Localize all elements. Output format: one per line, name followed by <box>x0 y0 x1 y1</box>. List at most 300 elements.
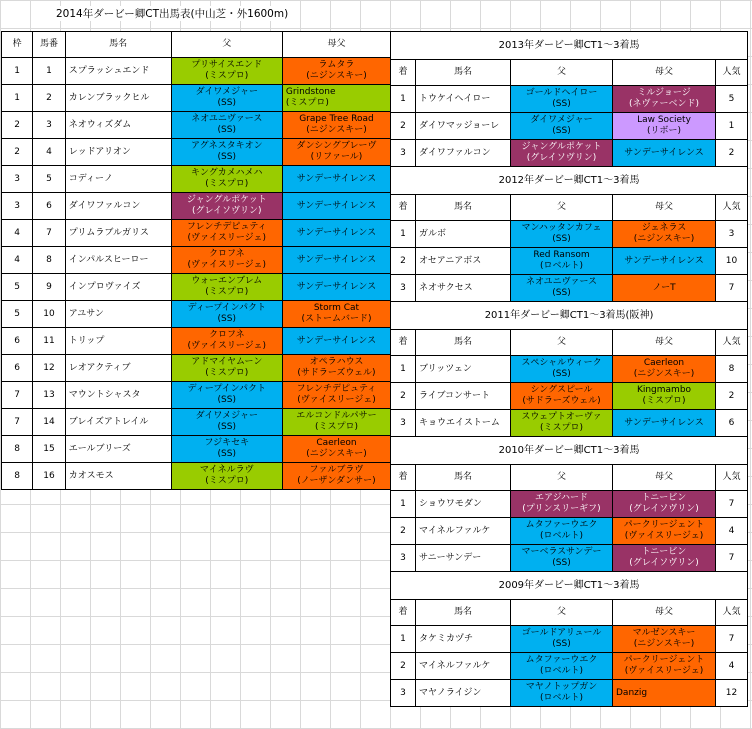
sire-cell <box>511 653 613 680</box>
sire-cell-line: マーベラスサンデー <box>521 547 602 557</box>
header-number: 馬番 <box>33 32 65 58</box>
horse-number-cell: 11 <box>33 328 65 355</box>
broodmare-sire-cell-line: Grape Tree Road <box>299 114 374 124</box>
broodmare-sire-cell <box>613 680 716 707</box>
horse-name-cell: コディーノ <box>65 166 171 193</box>
broodmare-sire-cell-line: サンデーサイレンス <box>296 281 377 292</box>
position-cell: 2 <box>391 383 416 410</box>
broodmare-sire-cell <box>282 355 390 382</box>
broodmare-sire-cell-line: (ニジンスキー) <box>306 449 367 459</box>
horse-number-cell: 1 <box>33 58 65 85</box>
horse-name-cell: ネオサクセス <box>416 275 511 302</box>
sire-cell-line: エアジハード <box>534 493 588 503</box>
popularity-cell: 7 <box>716 626 748 653</box>
position-cell: 1 <box>391 491 416 518</box>
sire-cell-line: (ミスプロ) <box>205 179 249 189</box>
table-row <box>2 85 391 112</box>
popularity-cell: 5 <box>716 86 748 113</box>
group-header-row <box>391 600 748 626</box>
horse-number-cell: 4 <box>33 139 65 166</box>
broodmare-sire-cell <box>282 220 390 247</box>
horse-name-cell: ブリッツェン <box>416 356 511 383</box>
sire-cell-line: (SS) <box>552 369 571 379</box>
broodmare-sire-cell-line: フレンチデピュティ <box>296 384 377 394</box>
broodmare-sire-cell <box>282 463 390 490</box>
broodmare-sire-cell <box>282 58 390 85</box>
waku-cell: 8 <box>2 463 33 490</box>
popularity-cell: 7 <box>716 275 748 302</box>
broodmare-sire-cell-line: サンデーサイレンス <box>624 255 704 266</box>
sire-cell-line: ネオユニヴァース <box>191 114 263 124</box>
waku-cell: 2 <box>2 139 33 166</box>
group-title: 2013年ダービー卿CT1～3着馬 <box>391 32 748 60</box>
sire-cell-line: ディープインパクト <box>187 384 266 394</box>
sire-cell <box>171 274 282 301</box>
header-broodmare-sire: 母父 <box>613 195 716 221</box>
sire-cell-line: ゴールドアリュール <box>521 628 602 638</box>
horse-name-cell: カレンブラックヒル <box>65 85 171 112</box>
table-row <box>2 112 391 139</box>
header-broodmare-sire: 母父 <box>613 465 716 491</box>
header-horse-name: 馬名 <box>416 600 511 626</box>
table-row <box>2 274 391 301</box>
header-popularity: 人気 <box>716 195 748 221</box>
broodmare-sire-cell <box>282 85 390 112</box>
table-row <box>2 355 391 382</box>
group-title-row <box>391 167 748 195</box>
broodmare-sire-cell-line: ラムタラ <box>318 60 355 70</box>
position-cell: 1 <box>391 356 416 383</box>
header-sire: 父 <box>511 330 613 356</box>
broodmare-sire-cell <box>282 247 390 274</box>
header-broodmare-sire: 母父 <box>613 330 716 356</box>
broodmare-sire-cell-line: サンデーサイレンス <box>296 173 377 184</box>
group-title: 2010年ダービー卿CT1～3着馬 <box>391 437 748 465</box>
header-horse-name: 馬名 <box>416 195 511 221</box>
broodmare-sire-cell-line: パークリージェント <box>623 520 705 530</box>
table-row <box>2 301 391 328</box>
sire-cell <box>511 518 613 545</box>
horse-name-cell: ブレイズアトレイル <box>65 409 171 436</box>
sire-cell-line: ゴールドヘイロー <box>525 88 598 98</box>
popularity-cell: 6 <box>716 410 748 437</box>
group-header-row <box>391 195 748 221</box>
horse-name-cell: タケミカヅチ <box>416 626 511 653</box>
sire-cell-line: スウェプトオーヴァ <box>521 412 602 422</box>
past-results-table <box>390 31 748 707</box>
sire-cell-line: (ミスプロ) <box>539 423 584 433</box>
position-cell: 3 <box>391 275 416 302</box>
broodmare-sire-cell-line: (ニジンスキー) <box>306 71 367 81</box>
horse-number-cell: 14 <box>33 409 65 436</box>
broodmare-sire-cell-line: ジェネラス <box>641 223 687 233</box>
sire-cell-line: (SS) <box>217 125 236 135</box>
table-row <box>2 166 391 193</box>
broodmare-sire-cell-line: (ヴァイスリージェ) <box>297 395 376 405</box>
header-sire: 父 <box>511 600 613 626</box>
table-row <box>391 248 748 275</box>
header-position: 着 <box>391 195 416 221</box>
waku-cell: 8 <box>2 436 33 463</box>
waku-cell: 3 <box>2 166 33 193</box>
horse-name-cell: ダイワファルコン <box>65 193 171 220</box>
sire-cell <box>511 275 613 302</box>
header-position: 着 <box>391 330 416 356</box>
broodmare-sire-cell <box>282 139 390 166</box>
horse-name-cell: キョウエイストーム <box>416 410 511 437</box>
horse-number-cell: 6 <box>33 193 65 220</box>
broodmare-sire-cell-line: サンデーサイレンス <box>296 200 377 211</box>
broodmare-sire-cell-line: トニービン <box>641 493 687 503</box>
waku-cell: 1 <box>2 58 33 85</box>
position-cell: 1 <box>391 626 416 653</box>
waku-cell: 5 <box>2 301 33 328</box>
broodmare-sire-cell-line: (ミスプロ) <box>285 98 329 108</box>
horse-name-cell: ライブコンサート <box>416 383 511 410</box>
race-card-header-row <box>2 32 391 58</box>
horse-number-cell: 7 <box>33 220 65 247</box>
waku-cell: 6 <box>2 328 33 355</box>
broodmare-sire-cell-line: Caerleon <box>316 438 357 448</box>
broodmare-sire-cell-line: Grindstone <box>285 87 336 97</box>
sire-cell <box>171 85 282 112</box>
position-cell: 3 <box>391 140 416 167</box>
sire-cell-line: (ヴァイスリージェ) <box>187 233 267 243</box>
position-cell: 3 <box>391 410 416 437</box>
broodmare-sire-cell <box>613 653 716 680</box>
sire-cell-line: (SS) <box>552 234 571 244</box>
broodmare-sire-cell-line: サンデーサイレンス <box>624 417 704 428</box>
broodmare-sire-cell <box>282 409 390 436</box>
broodmare-sire-cell-line: ノーT <box>652 282 676 293</box>
sire-cell-line: (SS) <box>552 126 571 136</box>
race-card-table <box>1 31 391 490</box>
header-popularity: 人気 <box>716 600 748 626</box>
table-row <box>391 221 748 248</box>
broodmare-sire-cell-line: Danzig <box>616 687 648 698</box>
header-popularity: 人気 <box>716 330 748 356</box>
horse-number-cell: 3 <box>33 112 65 139</box>
horse-name-cell: ネオウィズダム <box>65 112 171 139</box>
broodmare-sire-cell-line: (ニジンスキー) <box>633 234 695 244</box>
sire-cell <box>511 86 613 113</box>
sire-cell-line: アドマイヤムーン <box>191 357 263 367</box>
position-cell: 2 <box>391 248 416 275</box>
table-row <box>391 275 748 302</box>
waku-cell: 5 <box>2 274 33 301</box>
table-row <box>391 410 748 437</box>
group-header-row <box>391 60 748 86</box>
group-title: 2011年ダービー卿CT1～3着馬(阪神) <box>391 302 748 330</box>
position-cell: 2 <box>391 113 416 140</box>
popularity-cell: 3 <box>716 221 748 248</box>
table-row <box>2 382 391 409</box>
broodmare-sire-cell-line: サンデーサイレンス <box>296 254 377 265</box>
header-horse-name: 馬名 <box>416 60 511 86</box>
table-row <box>391 383 748 410</box>
broodmare-sire-cell <box>282 301 390 328</box>
broodmare-sire-cell-line: サンデーサイレンス <box>296 227 377 238</box>
broodmare-sire-cell-line: (ミスプロ) <box>314 422 358 432</box>
sire-cell-line: (SS) <box>217 152 236 162</box>
broodmare-sire-cell-line: トニービン <box>641 547 687 557</box>
sire-cell <box>171 247 282 274</box>
sire-cell-line: アグネスタキオン <box>190 141 263 151</box>
broodmare-sire-cell <box>613 140 716 167</box>
header-position: 着 <box>391 465 416 491</box>
horse-number-cell: 12 <box>33 355 65 382</box>
header-sire: 父 <box>511 60 613 86</box>
header-broodmare-sire: 母父 <box>282 32 390 58</box>
sire-cell-line: (ミスプロ) <box>205 368 249 378</box>
sire-cell <box>511 221 613 248</box>
horse-name-cell: マヤノライジン <box>416 680 511 707</box>
horse-name-cell: エールブリーズ <box>65 436 171 463</box>
broodmare-sire-cell <box>613 410 716 437</box>
sire-cell-line: ウォーエンブレム <box>191 276 263 286</box>
broodmare-sire-cell-line: Kingmambo <box>636 385 692 395</box>
waku-cell: 2 <box>2 112 33 139</box>
sire-cell <box>511 113 613 140</box>
horse-name-cell: マウントシャスタ <box>65 382 171 409</box>
broodmare-sire-cell-line: (ニジンスキー) <box>633 639 695 649</box>
position-cell: 2 <box>391 653 416 680</box>
table-row <box>391 113 748 140</box>
broodmare-sire-cell-line: ファルブラヴ <box>309 465 364 475</box>
broodmare-sire-cell-line: エルコンドルパサー <box>296 411 377 421</box>
table-row <box>2 193 391 220</box>
horse-number-cell: 16 <box>33 463 65 490</box>
group-header-row <box>391 465 748 491</box>
sire-cell-line: (ロベルト) <box>539 261 584 271</box>
broodmare-sire-cell <box>282 436 390 463</box>
table-row <box>2 220 391 247</box>
sire-cell-line: ダイワメジャー <box>530 115 593 125</box>
sire-cell <box>171 382 282 409</box>
sire-cell-line: ダイワメジャー <box>195 87 258 97</box>
sire-cell-line: (ロベルト) <box>539 693 584 703</box>
horse-name-cell: サニーサンデー <box>416 545 511 572</box>
sire-cell <box>511 545 613 572</box>
horse-number-cell: 10 <box>33 301 65 328</box>
horse-number-cell: 2 <box>33 85 65 112</box>
position-cell: 2 <box>391 518 416 545</box>
sire-cell <box>171 301 282 328</box>
sire-cell <box>511 410 613 437</box>
horse-name-cell: マイネルファルケ <box>416 653 511 680</box>
sire-cell <box>171 139 282 166</box>
broodmare-sire-cell-line: (グレイソヴリン) <box>629 558 699 568</box>
horse-name-cell: アユサン <box>65 301 171 328</box>
sire-cell-line: (グレイソヴリン) <box>526 153 597 163</box>
broodmare-sire-cell-line: サンデーサイレンス <box>624 147 704 158</box>
broodmare-sire-cell-line: Law Society <box>637 115 691 125</box>
table-row <box>391 626 748 653</box>
table-row <box>391 518 748 545</box>
broodmare-sire-cell <box>282 274 390 301</box>
sire-cell-line: (ミスプロ) <box>205 476 249 486</box>
popularity-cell: 7 <box>716 491 748 518</box>
table-row <box>2 139 391 166</box>
group-title-row <box>391 32 748 60</box>
horse-name-cell: ダイワマッジョーレ <box>416 113 511 140</box>
sire-cell-line: (ヴァイスリージェ) <box>187 341 267 351</box>
position-cell: 3 <box>391 545 416 572</box>
sire-cell <box>171 355 282 382</box>
broodmare-sire-cell-line: (ミスプロ) <box>642 396 686 406</box>
popularity-cell: 8 <box>716 356 748 383</box>
sire-cell <box>171 166 282 193</box>
broodmare-sire-cell <box>613 518 716 545</box>
header-horse-name: 馬名 <box>65 32 171 58</box>
broodmare-sire-cell <box>613 248 716 275</box>
horse-name-cell: スプラッシュエンド <box>65 58 171 85</box>
broodmare-sire-cell-line: (サドラーズウェル) <box>297 368 376 378</box>
popularity-cell: 4 <box>716 653 748 680</box>
group-title-row <box>391 437 748 465</box>
sire-cell <box>171 58 282 85</box>
sire-cell-line: (SS) <box>217 98 236 108</box>
sire-cell-line: ディープインパクト <box>187 303 266 313</box>
broodmare-sire-cell-line: パークリージェント <box>623 655 705 665</box>
table-row <box>391 653 748 680</box>
sire-cell-line: ネオユニヴァース <box>525 277 598 287</box>
horse-name-cell: マイネルファルケ <box>416 518 511 545</box>
table-row <box>391 680 748 707</box>
group-title: 2012年ダービー卿CT1～3着馬 <box>391 167 748 195</box>
waku-cell: 1 <box>2 85 33 112</box>
popularity-cell: 2 <box>716 140 748 167</box>
broodmare-sire-cell-line: (ヴァイスリージェ) <box>624 531 704 541</box>
horse-name-cell: レオアクティブ <box>65 355 171 382</box>
waku-cell: 6 <box>2 355 33 382</box>
header-broodmare-sire: 母父 <box>613 60 716 86</box>
horse-name-cell: トリップ <box>65 328 171 355</box>
broodmare-sire-cell-line: (ストームバード) <box>301 314 372 324</box>
table-row <box>391 356 748 383</box>
broodmare-sire-cell <box>282 328 390 355</box>
sire-cell-line: ジャングルポケット <box>521 142 602 152</box>
waku-cell: 7 <box>2 409 33 436</box>
sire-cell-line: (SS) <box>552 558 571 568</box>
broodmare-sire-cell <box>613 356 716 383</box>
sire-cell <box>511 383 613 410</box>
broodmare-sire-cell <box>282 112 390 139</box>
sire-cell-line: ムタファーウエク <box>525 655 598 665</box>
race-card-title: 2014年ダービー卿CT出馬表(中山芝・外1600m) <box>56 8 289 20</box>
sire-cell <box>171 220 282 247</box>
sire-cell <box>171 463 282 490</box>
sire-cell-line: マイネルラヴ <box>199 465 254 475</box>
popularity-cell: 4 <box>716 518 748 545</box>
sire-cell <box>511 680 613 707</box>
horse-name-cell: インプロヴァイズ <box>65 274 171 301</box>
broodmare-sire-cell-line: (ネヴァーベンド) <box>629 99 699 109</box>
broodmare-sire-cell <box>613 275 716 302</box>
header-horse-name: 馬名 <box>416 465 511 491</box>
broodmare-sire-cell <box>613 491 716 518</box>
table-row <box>2 436 391 463</box>
group-title-row <box>391 572 748 600</box>
sire-cell-line: (ミスプロ) <box>205 287 249 297</box>
broodmare-sire-cell <box>282 382 390 409</box>
sire-cell <box>511 626 613 653</box>
sire-cell <box>511 140 613 167</box>
waku-cell: 3 <box>2 193 33 220</box>
table-row <box>2 409 391 436</box>
popularity-cell: 2 <box>716 383 748 410</box>
group-title: 2009年ダービー卿CT1～3着馬 <box>391 572 748 600</box>
sire-cell-line: プリサイスエンド <box>191 60 263 70</box>
table-row <box>2 463 391 490</box>
sire-cell-line: スペシャルウィーク <box>521 358 602 368</box>
sire-cell-line: (サドラーズウェル) <box>522 396 601 406</box>
sire-cell-line: フジキセキ <box>204 438 250 448</box>
horse-name-cell: トウケイヘイロー <box>416 86 511 113</box>
horse-number-cell: 8 <box>33 247 65 274</box>
sire-cell <box>511 248 613 275</box>
waku-cell: 4 <box>2 220 33 247</box>
horse-name-cell: インパルスヒーロー <box>65 247 171 274</box>
position-cell: 3 <box>391 680 416 707</box>
horse-name-cell: ガルボ <box>416 221 511 248</box>
header-popularity: 人気 <box>716 465 748 491</box>
broodmare-sire-cell <box>613 86 716 113</box>
sire-cell-line: (SS) <box>217 314 236 324</box>
table-row <box>391 545 748 572</box>
horse-name-cell: オセアニアボス <box>416 248 511 275</box>
sire-cell-line: シングスピール <box>530 385 593 395</box>
sire-cell <box>171 436 282 463</box>
sire-cell-line: (SS) <box>217 449 236 459</box>
broodmare-sire-cell-line: (ニジンスキー) <box>633 369 695 379</box>
table-row <box>391 491 748 518</box>
sire-cell-line: Red Ransom <box>533 250 590 260</box>
broodmare-sire-cell-line: (リボー) <box>646 126 682 136</box>
sire-cell-line: クロフネ <box>208 249 245 259</box>
horse-number-cell: 9 <box>33 274 65 301</box>
broodmare-sire-cell-line: (リファール) <box>310 152 363 162</box>
position-cell: 1 <box>391 86 416 113</box>
sire-cell <box>171 409 282 436</box>
waku-cell: 7 <box>2 382 33 409</box>
header-sire: 父 <box>171 32 282 58</box>
group-title-row <box>391 302 748 330</box>
broodmare-sire-cell-line: Storm Cat <box>313 303 360 313</box>
horse-name-cell: カオスモス <box>65 463 171 490</box>
broodmare-sire-cell-line: (グレイソヴリン) <box>629 504 699 514</box>
broodmare-sire-cell-line: オペラハウス <box>309 357 364 367</box>
header-popularity: 人気 <box>716 60 748 86</box>
broodmare-sire-cell-line: ミルジョージ <box>637 88 691 98</box>
sire-cell-line: マヤノトップガン <box>525 682 598 692</box>
sire-cell <box>511 356 613 383</box>
header-broodmare-sire: 母父 <box>613 600 716 626</box>
broodmare-sire-cell-line: (ノーザンダンサー) <box>297 476 376 486</box>
sire-cell-line: (SS) <box>552 639 571 649</box>
broodmare-sire-cell-line: マルゼンスキー <box>632 628 696 638</box>
sire-cell-line: (SS) <box>217 395 236 405</box>
broodmare-sire-cell-line: (ヴァイスリージェ) <box>624 666 704 676</box>
table-row <box>2 328 391 355</box>
header-position: 着 <box>391 60 416 86</box>
table-row <box>391 140 748 167</box>
broodmare-sire-cell <box>282 193 390 220</box>
sire-cell-line: (SS) <box>217 422 236 432</box>
header-sire: 父 <box>511 465 613 491</box>
horse-name-cell: レッドアリオン <box>65 139 171 166</box>
sire-cell <box>171 112 282 139</box>
